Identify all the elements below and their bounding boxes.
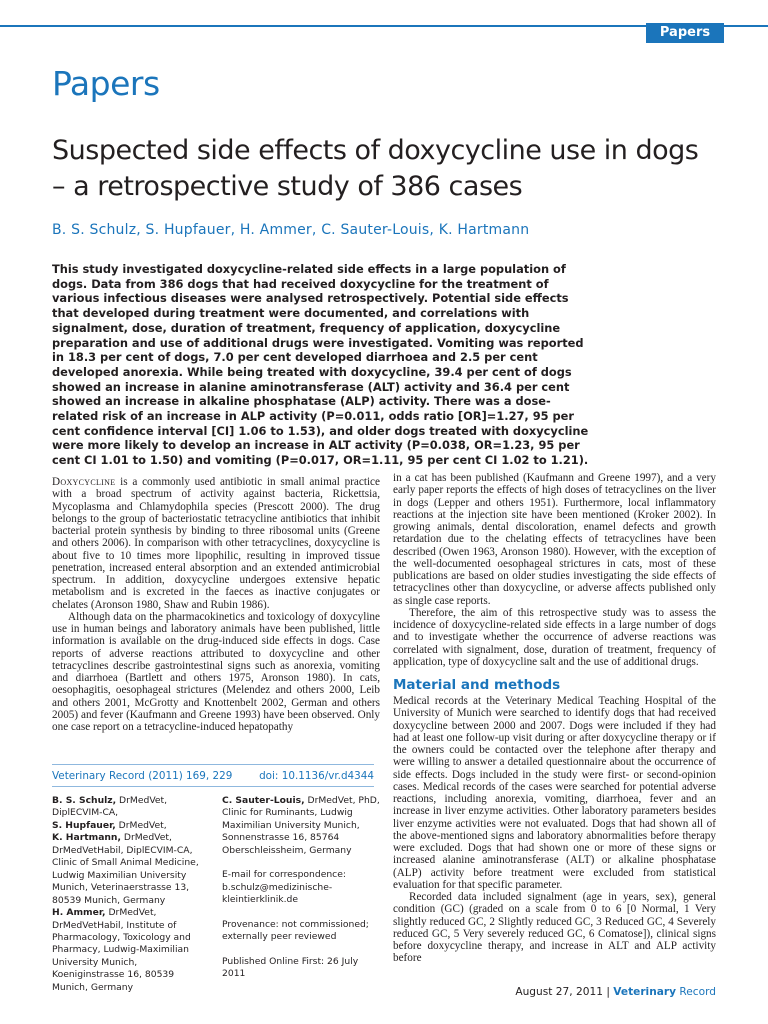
issue-date: August 27, 2011 bbox=[515, 986, 603, 998]
section-heading: Material and methods bbox=[393, 677, 561, 693]
footer-separator: | bbox=[606, 986, 610, 998]
author-name: B. S. Schulz, bbox=[52, 795, 117, 806]
affiliation-text: DrMedVet, DrMedVetHabil, Institute of Pharmacology, Toxicology and Pharmacy, Ludwig-Maximilian University Munich, Koeniginstrasse 16, 80539 Munich, Germany bbox=[52, 907, 191, 993]
affiliation bbox=[52, 832, 212, 907]
affiliations-right bbox=[222, 795, 380, 980]
affiliation-text: DrMedVet, bbox=[115, 819, 167, 831]
body-paragraph bbox=[52, 476, 380, 611]
author-name: S. Hupfauer, bbox=[52, 819, 116, 831]
page-footer bbox=[515, 986, 716, 998]
author-name: H. Ammer, bbox=[52, 907, 106, 919]
section-title: Papers bbox=[52, 64, 160, 103]
body-paragraph: Therefore, the aim of this retrospective study was to assess the incidence of doxycycline-related side effects in a large number of dogs and to investigate whether the occurrence of adverse reactions was correlated with signalment, dose, duration of treatment, frequency of application, type of doxycycline salt and the use of additional drugs. bbox=[393, 606, 716, 668]
divider bbox=[52, 786, 374, 787]
affiliation bbox=[52, 820, 212, 832]
author-list: B. S. Schulz, S. Hupfauer, H. Ammer, C. Sauter-Louis, K. Hartmann bbox=[52, 222, 530, 238]
body-paragraph: Although data on the pharmacokinetics and toxicology of doxycyline use in human beings and laboratory animals have been published, little information is available on the drug-induced side effects in dogs. Case reports of adverse reactions attributed to doxycycline and other tetracyclines describe gastrointestinal signs such as anorexia, vomiting and diarrhoea (Bartlett and others 1975, Aronson 1980). In cats, oesophagitis, oesophageal strictures (Melendez and others 2000, Leib and others 2001, McGrotty and Knottenbelt 2002, German and others 2005) and fever (Kaufmann and Greene 1993) have been observed. Only one case report on a tetracycline-induced hepatopathy bbox=[52, 610, 380, 733]
affiliation-text: DrMedVet, PhD, Clinic for Ruminants, Ludwig Maximilian University Munich, Sonnenstrasse 16, 85764 Oberschleissheim, Germany bbox=[222, 795, 380, 856]
doi-link[interactable]: doi: 10.1136/vr.d4344 bbox=[259, 770, 374, 782]
section-tab: Papers bbox=[646, 23, 724, 43]
citation-line bbox=[52, 770, 374, 782]
affiliation bbox=[222, 795, 380, 857]
affiliation-text: DrMedVet, DrMedVetHabil, DiplECVIM-CA, Clinic of Small Animal Medicine, Ludwig Maximilian University Munich, Veterinaerstrasse 13, 80539 Munich, Germany bbox=[52, 832, 199, 906]
article-title: Suspected side effects of doxycycline use in dogs – a retrospective study of 386 cases bbox=[52, 135, 699, 202]
correspondence-email[interactable]: b.schulz@medizinische-kleintierklinik.de bbox=[222, 881, 333, 906]
published-date: Published Online First: 26 July 2011 bbox=[222, 955, 359, 979]
body-paragraph: Medical records at the Veterinary Medical Teaching Hospital of the University of Munich were searched to identify dogs that had received doxycycline between 2000 and 2007. Dogs were included if they had had at least one follow-up visit during or after doxycycline therapy or if the owners could be contacted over the telephone after therapy and were willing to answer a detailed questionnaire about the occurrence of side effects. Dogs included in the study were first- or second-opinion cases. Medical records of the cases were searched for potential adverse reactions, including anorexia, vomiting, diarrhoea, fever and an increase in liver enzyme activities. Other laboratory parameters besides liver enzyme activities were not evaluated. Dogs that had shown all of the above-mentioned signs and laboratory abnormalities before therapy were excluded. Dogs that had shown one or more of these signs or increased alanine aminotransferase (ALT) or alkaline phosphatase (ALP) activity before treatment were excluded from statistical evaluation for that specific parameter. bbox=[393, 695, 716, 891]
divider bbox=[52, 764, 374, 765]
opening-word: Doxycycline bbox=[52, 476, 116, 488]
body-column-left bbox=[52, 476, 380, 733]
paragraph-text: is a commonly used antibiotic in small animal practice with a broad spectrum of activity against bacteria, Rickettsia, Mycoplasma and Chlamydophila species (Prescott 2000). The drug belongs to the group of bacteriostatic tetracycline antibiotics that inhibit bacterial protein synthesis by binding to three ribosomal units (Greene and others 2006). In comparison with other tetracyclines, doxycycline is about five to 10 times more lipophilic, resulting in improved tissue penetration, increased enteral absorption and an extended antimicrobial spectrum. In addition, doxycycline undergoes extensive hepatic metabolism and is excreted in the faeces as inactive conjugates or chelates (Aronson 1980, Shaw and Rubin 1986). bbox=[52, 476, 380, 611]
journal-name-part2: Record bbox=[679, 986, 716, 998]
body-column-right bbox=[393, 472, 716, 965]
abstract: This study investigated doxycycline-related side effects in a large population of dogs. Data from 386 dogs that had received doxycycline for the treatment of various infectious diseases were analysed retrospectively. Potential side effects that developed during treatment were documented, and correlations with signalment, dose, duration of treatment, frequency of application, doxycycline preparation and use of additional drugs were investigated. Vomiting was reported in 18.3 per cent of dogs, 7.0 per cent developed diarrhoea and 2.5 per cent developed anorexia. While being treated with doxycycline, 39.4 per cent of dogs showed an increase in alanine aminotransferase (ALT) activity and 36.4 per cent showed an increase in alkaline phosphatase (ALP) activity. There was a dose-related risk of an increase in ALP activity (P=0.011, odds ratio [OR]=1.27, 95 per cent confidence interval [CI] 1.06 to 1.53), and older dogs treated with doxycycline were more likely to develop an increase in ALT activity (P=0.038, OR=1.23, 95 per cent CI 1.01 to 1.50) and vomiting (P=0.017, OR=1.11, 95 per cent CI 1.02 to 1.21). bbox=[52, 262, 589, 468]
affiliations-left bbox=[52, 795, 212, 994]
body-paragraph: Recorded data included signalment (age in years, sex), general condition (GC) (graded on a scale from 0 to 6 [0 Normal, 1 Very slightly reduced GC, 2 Slightly reduced GC, 3 Reduced GC, 4 Severely reduced GC, 5 Very severely reduced GC, 6 Comatose]), clinical signs before doxycycline therapy, and increase in ALT and ALP activity before bbox=[393, 891, 716, 965]
affiliation-text: DrMedVet, DiplECVIM-CA, bbox=[52, 795, 168, 819]
author-name: C. Sauter-Louis, bbox=[222, 795, 305, 806]
author-name: K. Hartmann, bbox=[52, 832, 121, 844]
correspondence-label: E-mail for correspondence: bbox=[222, 869, 346, 881]
affiliation bbox=[52, 795, 212, 820]
journal-name-part1: Veterinary bbox=[613, 986, 677, 998]
body-paragraph: in a cat has been published (Kaufmann and Greene 1997), and a very early paper reports the effects of high doses of tetracyclines on the liver in dogs (Lepper and others 1951). Furthermore, local inflammatory reactions at the injection site have been mentioned (Kroker 2002). In growing animals, dental discoloration, enamel defects and growth retardation due to the chelating effects of tetracyclines have been described (Owen 1963, Aronson 1980). However, with the exception of the well-documented oesophageal strictures in cats, most of these publications are based on older studies investigating the side effects of tetracyclines other than doxycycline, or adverse affects published only as single case reports. bbox=[393, 472, 716, 607]
affiliation bbox=[52, 907, 212, 994]
provenance-note: Provenance: not commissioned; externally peer reviewed bbox=[222, 918, 369, 943]
journal-citation: Veterinary Record (2011) 169, 229 bbox=[52, 770, 233, 782]
